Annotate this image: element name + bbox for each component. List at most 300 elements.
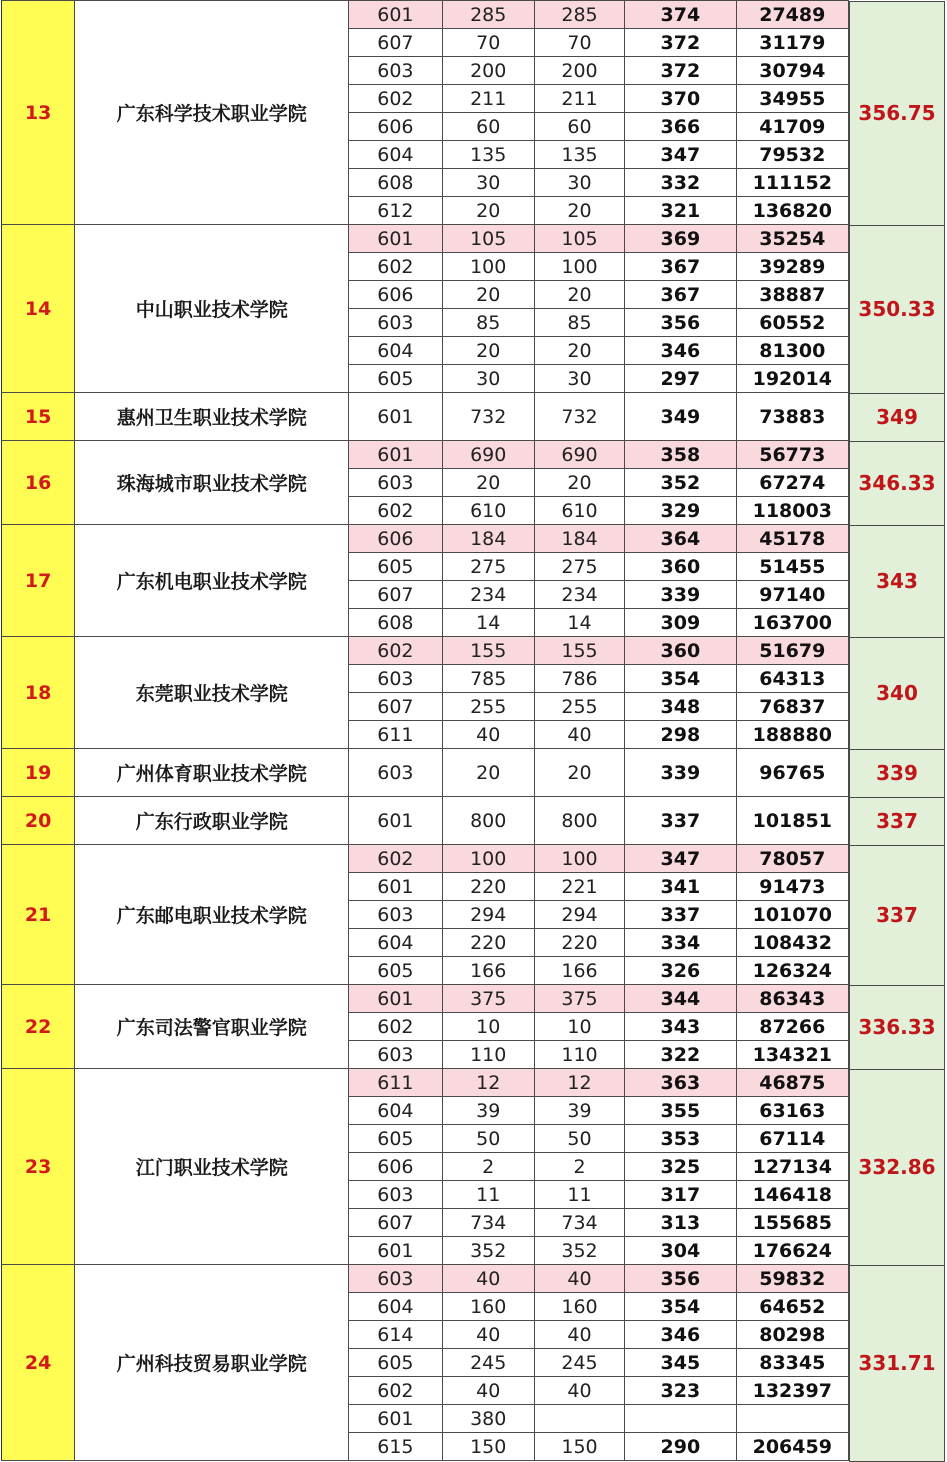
- min-score-cell: 354: [625, 1293, 736, 1321]
- min-score-cell: 339: [625, 581, 736, 609]
- min-score-cell: 317: [625, 1181, 736, 1209]
- plan-count-cell: 40: [442, 721, 534, 749]
- min-rank-cell: 67274: [736, 469, 848, 497]
- school-name-cell: 广州体育职业技术学院: [75, 749, 349, 797]
- school-name-cell: 惠州卫生职业技术学院: [75, 393, 349, 441]
- plan-count-cell: 785: [442, 665, 534, 693]
- major-group-code-cell: 608: [349, 169, 442, 197]
- major-group-code-cell: 605: [349, 957, 442, 985]
- admit-count-cell: 285: [534, 1, 624, 29]
- table-row: [2, 225, 849, 253]
- major-group-code-cell: 605: [349, 1349, 442, 1377]
- admit-count-cell: 155: [534, 637, 624, 665]
- admit-count-cell: 85: [534, 309, 624, 337]
- plan-count-cell: 110: [442, 1041, 534, 1069]
- rank-cell: 16: [2, 441, 75, 525]
- min-score-cell: 332: [625, 169, 736, 197]
- average-score-cell: 349: [849, 393, 945, 442]
- min-rank-cell: 155685: [736, 1209, 848, 1237]
- min-score-cell: 372: [625, 57, 736, 85]
- min-rank-cell: 34955: [736, 85, 848, 113]
- admit-count-cell: 166: [534, 957, 624, 985]
- admit-count-cell: 150: [534, 1433, 624, 1461]
- admit-count-cell: 690: [534, 441, 624, 469]
- admit-count-cell: 100: [534, 253, 624, 281]
- min-score-cell: 321: [625, 197, 736, 225]
- admit-count-cell: 105: [534, 225, 624, 253]
- admit-count-cell: 610: [534, 497, 624, 525]
- min-rank-cell: 111152: [736, 169, 848, 197]
- plan-count-cell: 20: [442, 469, 534, 497]
- rank-cell: 19: [2, 749, 75, 797]
- table-row: [2, 985, 849, 1013]
- min-rank-cell: [736, 1405, 848, 1433]
- min-score-cell: 297: [625, 365, 736, 393]
- major-group-code-cell: 603: [349, 1041, 442, 1069]
- rank-cell: 21: [2, 845, 75, 985]
- rank-cell: 24: [2, 1265, 75, 1461]
- average-score-column: [849, 0, 945, 1462]
- min-score-cell: 364: [625, 525, 736, 553]
- plan-count-cell: 135: [442, 141, 534, 169]
- major-group-code-cell: 603: [349, 469, 442, 497]
- major-group-code-cell: 606: [349, 281, 442, 309]
- plan-count-cell: 11: [442, 1181, 534, 1209]
- major-group-code-cell: 601: [349, 1405, 442, 1433]
- admit-count-cell: 375: [534, 985, 624, 1013]
- major-group-code-cell: 603: [349, 309, 442, 337]
- major-group-code-cell: 606: [349, 525, 442, 553]
- average-score-cell: 356.75: [849, 1, 945, 226]
- min-score-cell: 360: [625, 637, 736, 665]
- plan-count-cell: 166: [442, 957, 534, 985]
- min-rank-cell: 79532: [736, 141, 848, 169]
- min-rank-cell: 60552: [736, 309, 848, 337]
- table-row: [2, 393, 849, 441]
- min-score-cell: 341: [625, 873, 736, 901]
- rank-cell: 22: [2, 985, 75, 1069]
- min-score-cell: 298: [625, 721, 736, 749]
- plan-count-cell: 70: [442, 29, 534, 57]
- plan-count-cell: 275: [442, 553, 534, 581]
- min-rank-cell: 101070: [736, 901, 848, 929]
- admit-count-cell: 732: [534, 393, 624, 441]
- school-name-cell: 广东机电职业技术学院: [75, 525, 349, 637]
- admit-count-cell: 70: [534, 29, 624, 57]
- plan-count-cell: 352: [442, 1237, 534, 1265]
- min-rank-cell: 81300: [736, 337, 848, 365]
- min-rank-cell: 132397: [736, 1377, 848, 1405]
- min-score-cell: 367: [625, 281, 736, 309]
- min-rank-cell: 101851: [736, 797, 848, 845]
- average-score-cell: 331.71: [849, 1265, 945, 1462]
- average-score-cell: 350.33: [849, 225, 945, 394]
- min-score-cell: 349: [625, 393, 736, 441]
- table-row: [2, 1265, 849, 1293]
- min-rank-cell: 27489: [736, 1, 848, 29]
- admit-count-cell: 40: [534, 1321, 624, 1349]
- plan-count-cell: 294: [442, 901, 534, 929]
- min-rank-cell: 51679: [736, 637, 848, 665]
- min-score-cell: 290: [625, 1433, 736, 1461]
- major-group-code-cell: 601: [349, 1, 442, 29]
- major-group-code-cell: 604: [349, 1293, 442, 1321]
- admit-count-cell: 20: [534, 281, 624, 309]
- admit-count-cell: 20: [534, 469, 624, 497]
- admit-count-cell: 100: [534, 845, 624, 873]
- plan-count-cell: 380: [442, 1405, 534, 1433]
- min-score-cell: 346: [625, 337, 736, 365]
- school-name-cell: 广东科学技术职业学院: [75, 1, 349, 225]
- table-row: [2, 1069, 849, 1097]
- plan-count-cell: 50: [442, 1125, 534, 1153]
- min-score-cell: 363: [625, 1069, 736, 1097]
- plan-count-cell: 200: [442, 57, 534, 85]
- min-score-cell: 337: [625, 797, 736, 845]
- major-group-code-cell: 603: [349, 1181, 442, 1209]
- plan-count-cell: 40: [442, 1321, 534, 1349]
- plan-count-cell: 20: [442, 281, 534, 309]
- min-score-cell: 343: [625, 1013, 736, 1041]
- min-rank-cell: 39289: [736, 253, 848, 281]
- average-score-cell: 339: [849, 749, 945, 798]
- min-rank-cell: 59832: [736, 1265, 848, 1293]
- table-row: [2, 441, 849, 469]
- admission-table: [1, 0, 849, 1461]
- admit-count-cell: 20: [534, 337, 624, 365]
- min-score-cell: 366: [625, 113, 736, 141]
- plan-count-cell: 150: [442, 1433, 534, 1461]
- average-score-cell: 337: [849, 845, 945, 986]
- plan-count-cell: 220: [442, 873, 534, 901]
- admit-count-cell: 135: [534, 141, 624, 169]
- min-rank-cell: 206459: [736, 1433, 848, 1461]
- major-group-code-cell: 606: [349, 113, 442, 141]
- min-score-cell: 352: [625, 469, 736, 497]
- rank-cell: 23: [2, 1069, 75, 1265]
- major-group-code-cell: 606: [349, 1153, 442, 1181]
- average-score-cell: 336.33: [849, 985, 945, 1070]
- min-rank-cell: 51455: [736, 553, 848, 581]
- admit-count-cell: 200: [534, 57, 624, 85]
- major-group-code-cell: 602: [349, 845, 442, 873]
- plan-count-cell: 734: [442, 1209, 534, 1237]
- min-score-cell: 323: [625, 1377, 736, 1405]
- admit-count-cell: 234: [534, 581, 624, 609]
- admit-count-cell: 220: [534, 929, 624, 957]
- rank-cell: 13: [2, 1, 75, 225]
- min-rank-cell: 176624: [736, 1237, 848, 1265]
- min-score-cell: 360: [625, 553, 736, 581]
- min-score-cell: 322: [625, 1041, 736, 1069]
- plan-count-cell: 20: [442, 337, 534, 365]
- plan-count-cell: 30: [442, 365, 534, 393]
- average-score-cell: 343: [849, 525, 945, 638]
- min-score-cell: 339: [625, 749, 736, 797]
- min-score-cell: 355: [625, 1097, 736, 1125]
- admit-count-cell: 255: [534, 693, 624, 721]
- table-row: [2, 749, 849, 797]
- major-group-code-cell: 605: [349, 365, 442, 393]
- min-rank-cell: 78057: [736, 845, 848, 873]
- min-rank-cell: 188880: [736, 721, 848, 749]
- admit-count-cell: 211: [534, 85, 624, 113]
- admit-count-cell: 30: [534, 365, 624, 393]
- major-group-code-cell: 611: [349, 721, 442, 749]
- min-score-cell: 374: [625, 1, 736, 29]
- major-group-code-cell: 607: [349, 1209, 442, 1237]
- min-score-cell: 326: [625, 957, 736, 985]
- major-group-code-cell: 603: [349, 57, 442, 85]
- min-rank-cell: 64652: [736, 1293, 848, 1321]
- plan-count-cell: 2: [442, 1153, 534, 1181]
- major-group-code-cell: 602: [349, 497, 442, 525]
- plan-count-cell: 285: [442, 1, 534, 29]
- plan-count-cell: 39: [442, 1097, 534, 1125]
- major-group-code-cell: 601: [349, 393, 442, 441]
- min-rank-cell: 80298: [736, 1321, 848, 1349]
- min-rank-cell: 46875: [736, 1069, 848, 1097]
- admit-count-cell: 294: [534, 901, 624, 929]
- min-rank-cell: 134321: [736, 1041, 848, 1069]
- plan-count-cell: 690: [442, 441, 534, 469]
- min-score-cell: 369: [625, 225, 736, 253]
- min-rank-cell: 118003: [736, 497, 848, 525]
- major-group-code-cell: 601: [349, 225, 442, 253]
- table-row: [2, 525, 849, 553]
- major-group-code-cell: 603: [349, 1265, 442, 1293]
- major-group-code-cell: 602: [349, 253, 442, 281]
- min-rank-cell: 41709: [736, 113, 848, 141]
- major-group-code-cell: 604: [349, 929, 442, 957]
- school-name-cell: 中山职业技术学院: [75, 225, 349, 393]
- table-row: [2, 797, 849, 845]
- min-rank-cell: 91473: [736, 873, 848, 901]
- major-group-code-cell: 602: [349, 637, 442, 665]
- rank-cell: 18: [2, 637, 75, 749]
- plan-count-cell: 10: [442, 1013, 534, 1041]
- major-group-code-cell: 601: [349, 441, 442, 469]
- plan-count-cell: 60: [442, 113, 534, 141]
- major-group-code-cell: 602: [349, 1377, 442, 1405]
- min-score-cell: 344: [625, 985, 736, 1013]
- plan-count-cell: 800: [442, 797, 534, 845]
- table-row: [2, 637, 849, 665]
- min-rank-cell: 31179: [736, 29, 848, 57]
- average-score-cell: 332.86: [849, 1069, 945, 1266]
- min-score-cell: 353: [625, 1125, 736, 1153]
- major-group-code-cell: 605: [349, 553, 442, 581]
- school-name-cell: 广东行政职业学院: [75, 797, 349, 845]
- plan-count-cell: 211: [442, 85, 534, 113]
- school-name-cell: 广东邮电职业技术学院: [75, 845, 349, 985]
- major-group-code-cell: 607: [349, 581, 442, 609]
- min-score-cell: [625, 1405, 736, 1433]
- plan-count-cell: 30: [442, 169, 534, 197]
- admit-count-cell: [534, 1405, 624, 1433]
- plan-count-cell: 255: [442, 693, 534, 721]
- plan-count-cell: 12: [442, 1069, 534, 1097]
- admit-count-cell: 221: [534, 873, 624, 901]
- min-score-cell: 356: [625, 1265, 736, 1293]
- min-score-cell: 356: [625, 309, 736, 337]
- admit-count-cell: 160: [534, 1293, 624, 1321]
- plan-count-cell: 20: [442, 749, 534, 797]
- major-group-code-cell: 603: [349, 665, 442, 693]
- rank-cell: 14: [2, 225, 75, 393]
- plan-count-cell: 184: [442, 525, 534, 553]
- min-score-cell: 304: [625, 1237, 736, 1265]
- admit-count-cell: 275: [534, 553, 624, 581]
- min-score-cell: 372: [625, 29, 736, 57]
- min-score-cell: 313: [625, 1209, 736, 1237]
- min-rank-cell: 126324: [736, 957, 848, 985]
- min-rank-cell: 64313: [736, 665, 848, 693]
- min-score-cell: 325: [625, 1153, 736, 1181]
- plan-count-cell: 100: [442, 845, 534, 873]
- min-score-cell: 354: [625, 665, 736, 693]
- plan-count-cell: 160: [442, 1293, 534, 1321]
- plan-count-cell: 20: [442, 197, 534, 225]
- major-group-code-cell: 602: [349, 1013, 442, 1041]
- min-score-cell: 367: [625, 253, 736, 281]
- admit-count-cell: 40: [534, 1377, 624, 1405]
- major-group-code-cell: 603: [349, 749, 442, 797]
- min-score-cell: 348: [625, 693, 736, 721]
- plan-count-cell: 220: [442, 929, 534, 957]
- school-name-cell: 江门职业技术学院: [75, 1069, 349, 1265]
- admit-count-cell: 60: [534, 113, 624, 141]
- major-group-code-cell: 601: [349, 797, 442, 845]
- admit-count-cell: 11: [534, 1181, 624, 1209]
- plan-count-cell: 85: [442, 309, 534, 337]
- min-rank-cell: 67114: [736, 1125, 848, 1153]
- admit-count-cell: 110: [534, 1041, 624, 1069]
- min-rank-cell: 136820: [736, 197, 848, 225]
- admit-count-cell: 20: [534, 197, 624, 225]
- min-rank-cell: 83345: [736, 1349, 848, 1377]
- plan-count-cell: 14: [442, 609, 534, 637]
- admit-count-cell: 50: [534, 1125, 624, 1153]
- admit-count-cell: 12: [534, 1069, 624, 1097]
- major-group-code-cell: 608: [349, 609, 442, 637]
- plan-count-cell: 375: [442, 985, 534, 1013]
- min-score-cell: 346: [625, 1321, 736, 1349]
- average-score-cell: 337: [849, 797, 945, 846]
- min-rank-cell: 87266: [736, 1013, 848, 1041]
- admit-count-cell: 2: [534, 1153, 624, 1181]
- major-group-code-cell: 607: [349, 29, 442, 57]
- admit-count-cell: 40: [534, 1265, 624, 1293]
- table-body: [2, 1, 849, 1461]
- min-rank-cell: 127134: [736, 1153, 848, 1181]
- major-group-code-cell: 607: [349, 693, 442, 721]
- min-score-cell: 358: [625, 441, 736, 469]
- admit-count-cell: 800: [534, 797, 624, 845]
- min-score-cell: 329: [625, 497, 736, 525]
- min-rank-cell: 73883: [736, 393, 848, 441]
- admit-count-cell: 786: [534, 665, 624, 693]
- table-row: [2, 845, 849, 873]
- plan-count-cell: 105: [442, 225, 534, 253]
- plan-count-cell: 245: [442, 1349, 534, 1377]
- major-group-code-cell: 615: [349, 1433, 442, 1461]
- major-group-code-cell: 604: [349, 1097, 442, 1125]
- plan-count-cell: 234: [442, 581, 534, 609]
- admit-count-cell: 30: [534, 169, 624, 197]
- major-group-code-cell: 602: [349, 85, 442, 113]
- rank-cell: 17: [2, 525, 75, 637]
- admit-count-cell: 40: [534, 721, 624, 749]
- major-group-code-cell: 601: [349, 985, 442, 1013]
- min-rank-cell: 163700: [736, 609, 848, 637]
- min-score-cell: 345: [625, 1349, 736, 1377]
- min-rank-cell: 192014: [736, 365, 848, 393]
- plan-count-cell: 100: [442, 253, 534, 281]
- min-score-cell: 347: [625, 141, 736, 169]
- min-rank-cell: 146418: [736, 1181, 848, 1209]
- school-name-cell: 广州科技贸易职业学院: [75, 1265, 349, 1461]
- school-name-cell: 珠海城市职业技术学院: [75, 441, 349, 525]
- admit-count-cell: 20: [534, 749, 624, 797]
- rank-cell: 15: [2, 393, 75, 441]
- major-group-code-cell: 601: [349, 1237, 442, 1265]
- plan-count-cell: 732: [442, 393, 534, 441]
- major-group-code-cell: 612: [349, 197, 442, 225]
- school-name-cell: 东莞职业技术学院: [75, 637, 349, 749]
- min-score-cell: 347: [625, 845, 736, 873]
- school-name-cell: 广东司法警官职业学院: [75, 985, 349, 1069]
- min-rank-cell: 96765: [736, 749, 848, 797]
- major-group-code-cell: 614: [349, 1321, 442, 1349]
- min-rank-cell: 35254: [736, 225, 848, 253]
- admit-count-cell: 352: [534, 1237, 624, 1265]
- min-rank-cell: 38887: [736, 281, 848, 309]
- plan-count-cell: 610: [442, 497, 534, 525]
- plan-count-cell: 155: [442, 637, 534, 665]
- admit-count-cell: 39: [534, 1097, 624, 1125]
- major-group-code-cell: 604: [349, 337, 442, 365]
- min-rank-cell: 45178: [736, 525, 848, 553]
- major-group-code-cell: 603: [349, 901, 442, 929]
- min-rank-cell: 63163: [736, 1097, 848, 1125]
- min-rank-cell: 56773: [736, 441, 848, 469]
- average-score-cell: 340: [849, 637, 945, 750]
- admit-count-cell: 184: [534, 525, 624, 553]
- min-rank-cell: 97140: [736, 581, 848, 609]
- min-rank-cell: 30794: [736, 57, 848, 85]
- min-rank-cell: 76837: [736, 693, 848, 721]
- min-score-cell: 334: [625, 929, 736, 957]
- rank-cell: 20: [2, 797, 75, 845]
- min-score-cell: 370: [625, 85, 736, 113]
- min-score-cell: 309: [625, 609, 736, 637]
- admit-count-cell: 10: [534, 1013, 624, 1041]
- admit-count-cell: 14: [534, 609, 624, 637]
- major-group-code-cell: 604: [349, 141, 442, 169]
- plan-count-cell: 40: [442, 1377, 534, 1405]
- admit-count-cell: 734: [534, 1209, 624, 1237]
- average-score-cell: 346.33: [849, 441, 945, 526]
- major-group-code-cell: 611: [349, 1069, 442, 1097]
- table-row: [2, 1, 849, 29]
- min-rank-cell: 108432: [736, 929, 848, 957]
- major-group-code-cell: 601: [349, 873, 442, 901]
- plan-count-cell: 40: [442, 1265, 534, 1293]
- admit-count-cell: 245: [534, 1349, 624, 1377]
- min-rank-cell: 86343: [736, 985, 848, 1013]
- min-score-cell: 337: [625, 901, 736, 929]
